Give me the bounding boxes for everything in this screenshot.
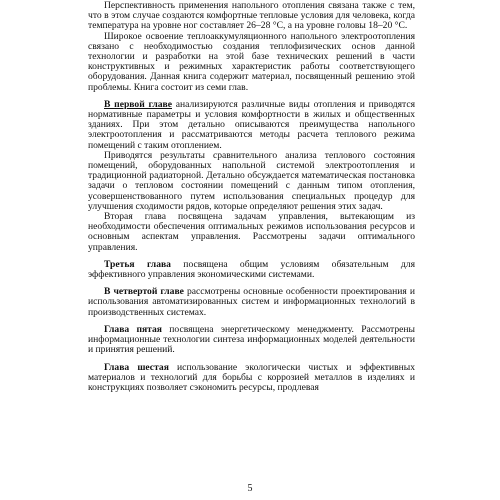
chapter-5-heading: Глава пятая bbox=[104, 323, 162, 335]
paragraph-2 bbox=[88, 32, 415, 93]
paragraph-text: посвящена общим условиям обязательным для эффективного управления экономическими системами. bbox=[88, 258, 415, 281]
paragraph-text: Перспективность применения напольного отопления связана также с тем, что в этом случае создаются комфортные тепловые условия для человека, когда температура на уровне ног составляет 26–28 °С, а на уровне головы 18–20 °С. bbox=[88, 0, 415, 32]
paragraph-4 bbox=[88, 151, 415, 212]
paragraph-9 bbox=[88, 363, 415, 394]
paragraph-text: анализируются различные виды отопления и приводятся нормативные параметры и условия комфортности в жилых и общественных зданиях. При этом детально описываются преимущества напольного электроотопления и рассматриваются методы расчета теплового режима помещений с таким отоплением. bbox=[88, 98, 415, 151]
paragraph-7 bbox=[88, 287, 415, 318]
page-number: 5 bbox=[247, 483, 253, 494]
paragraph-8 bbox=[88, 325, 415, 356]
paragraph-text: Вторая глава посвящена задачам управления, вытекающим из необходимости обеспечения оптимальных режимов использования ресурсов и основным аспектам управления. Рассмотрены задачи оптимального управления. bbox=[88, 211, 415, 253]
paragraph-text: рассмотрены основные особенности проектирования и использования автоматизированных систем и информационных технологий в производственных системах. bbox=[88, 286, 416, 318]
chapter-3-heading: Третья глава bbox=[104, 258, 171, 270]
paragraph-6 bbox=[88, 260, 415, 280]
paragraph-text: Приводятся результаты сравнительного анализа теплового состояния помещений, оборудованных напольной системой электроотопления и традиционной радиаторной. Детально обсуждается математическая постановка задачи о тепловом состоянии помещений с данным типом отопления, усовершенствованного путем использования специальных процедур для улучшения сходимости рядов, которые определяют решения этих задач. bbox=[88, 149, 415, 212]
paragraph-text: посвящена энергетическому менеджменту. Рассмотрены информационные технологии синтеза информационных моделей деятельности и принятия решений. bbox=[88, 323, 415, 356]
paragraph-1 bbox=[88, 1, 415, 32]
body-text bbox=[88, 1, 415, 393]
chapter-6-heading: Глава шестая bbox=[104, 361, 169, 373]
paragraph-5 bbox=[88, 212, 415, 253]
paragraph-text: Широкое освоение теплоаккумуляционного напольного электроотопления связано с необходимостью создания теплофизических основ данной технологии и разработки на этой базе технических решений в части конструктивных и режимных характеристик работы соответствующего оборудования. Данная книга содержит материал, посвященный решению этой проблемы. Книга состоит из семи глав. bbox=[88, 30, 415, 93]
chapter-4-heading: В четвертой главе bbox=[104, 286, 184, 298]
chapter-1-heading: В первой главе bbox=[104, 98, 172, 110]
paragraph-3 bbox=[88, 100, 415, 151]
paragraph-text: использование экологически чистых и эффективных материалов и технологий для борьбы с коррозией металлов в изделиях и конструкциях позволяет сэкономить ресурсы, продлевая bbox=[88, 361, 415, 393]
